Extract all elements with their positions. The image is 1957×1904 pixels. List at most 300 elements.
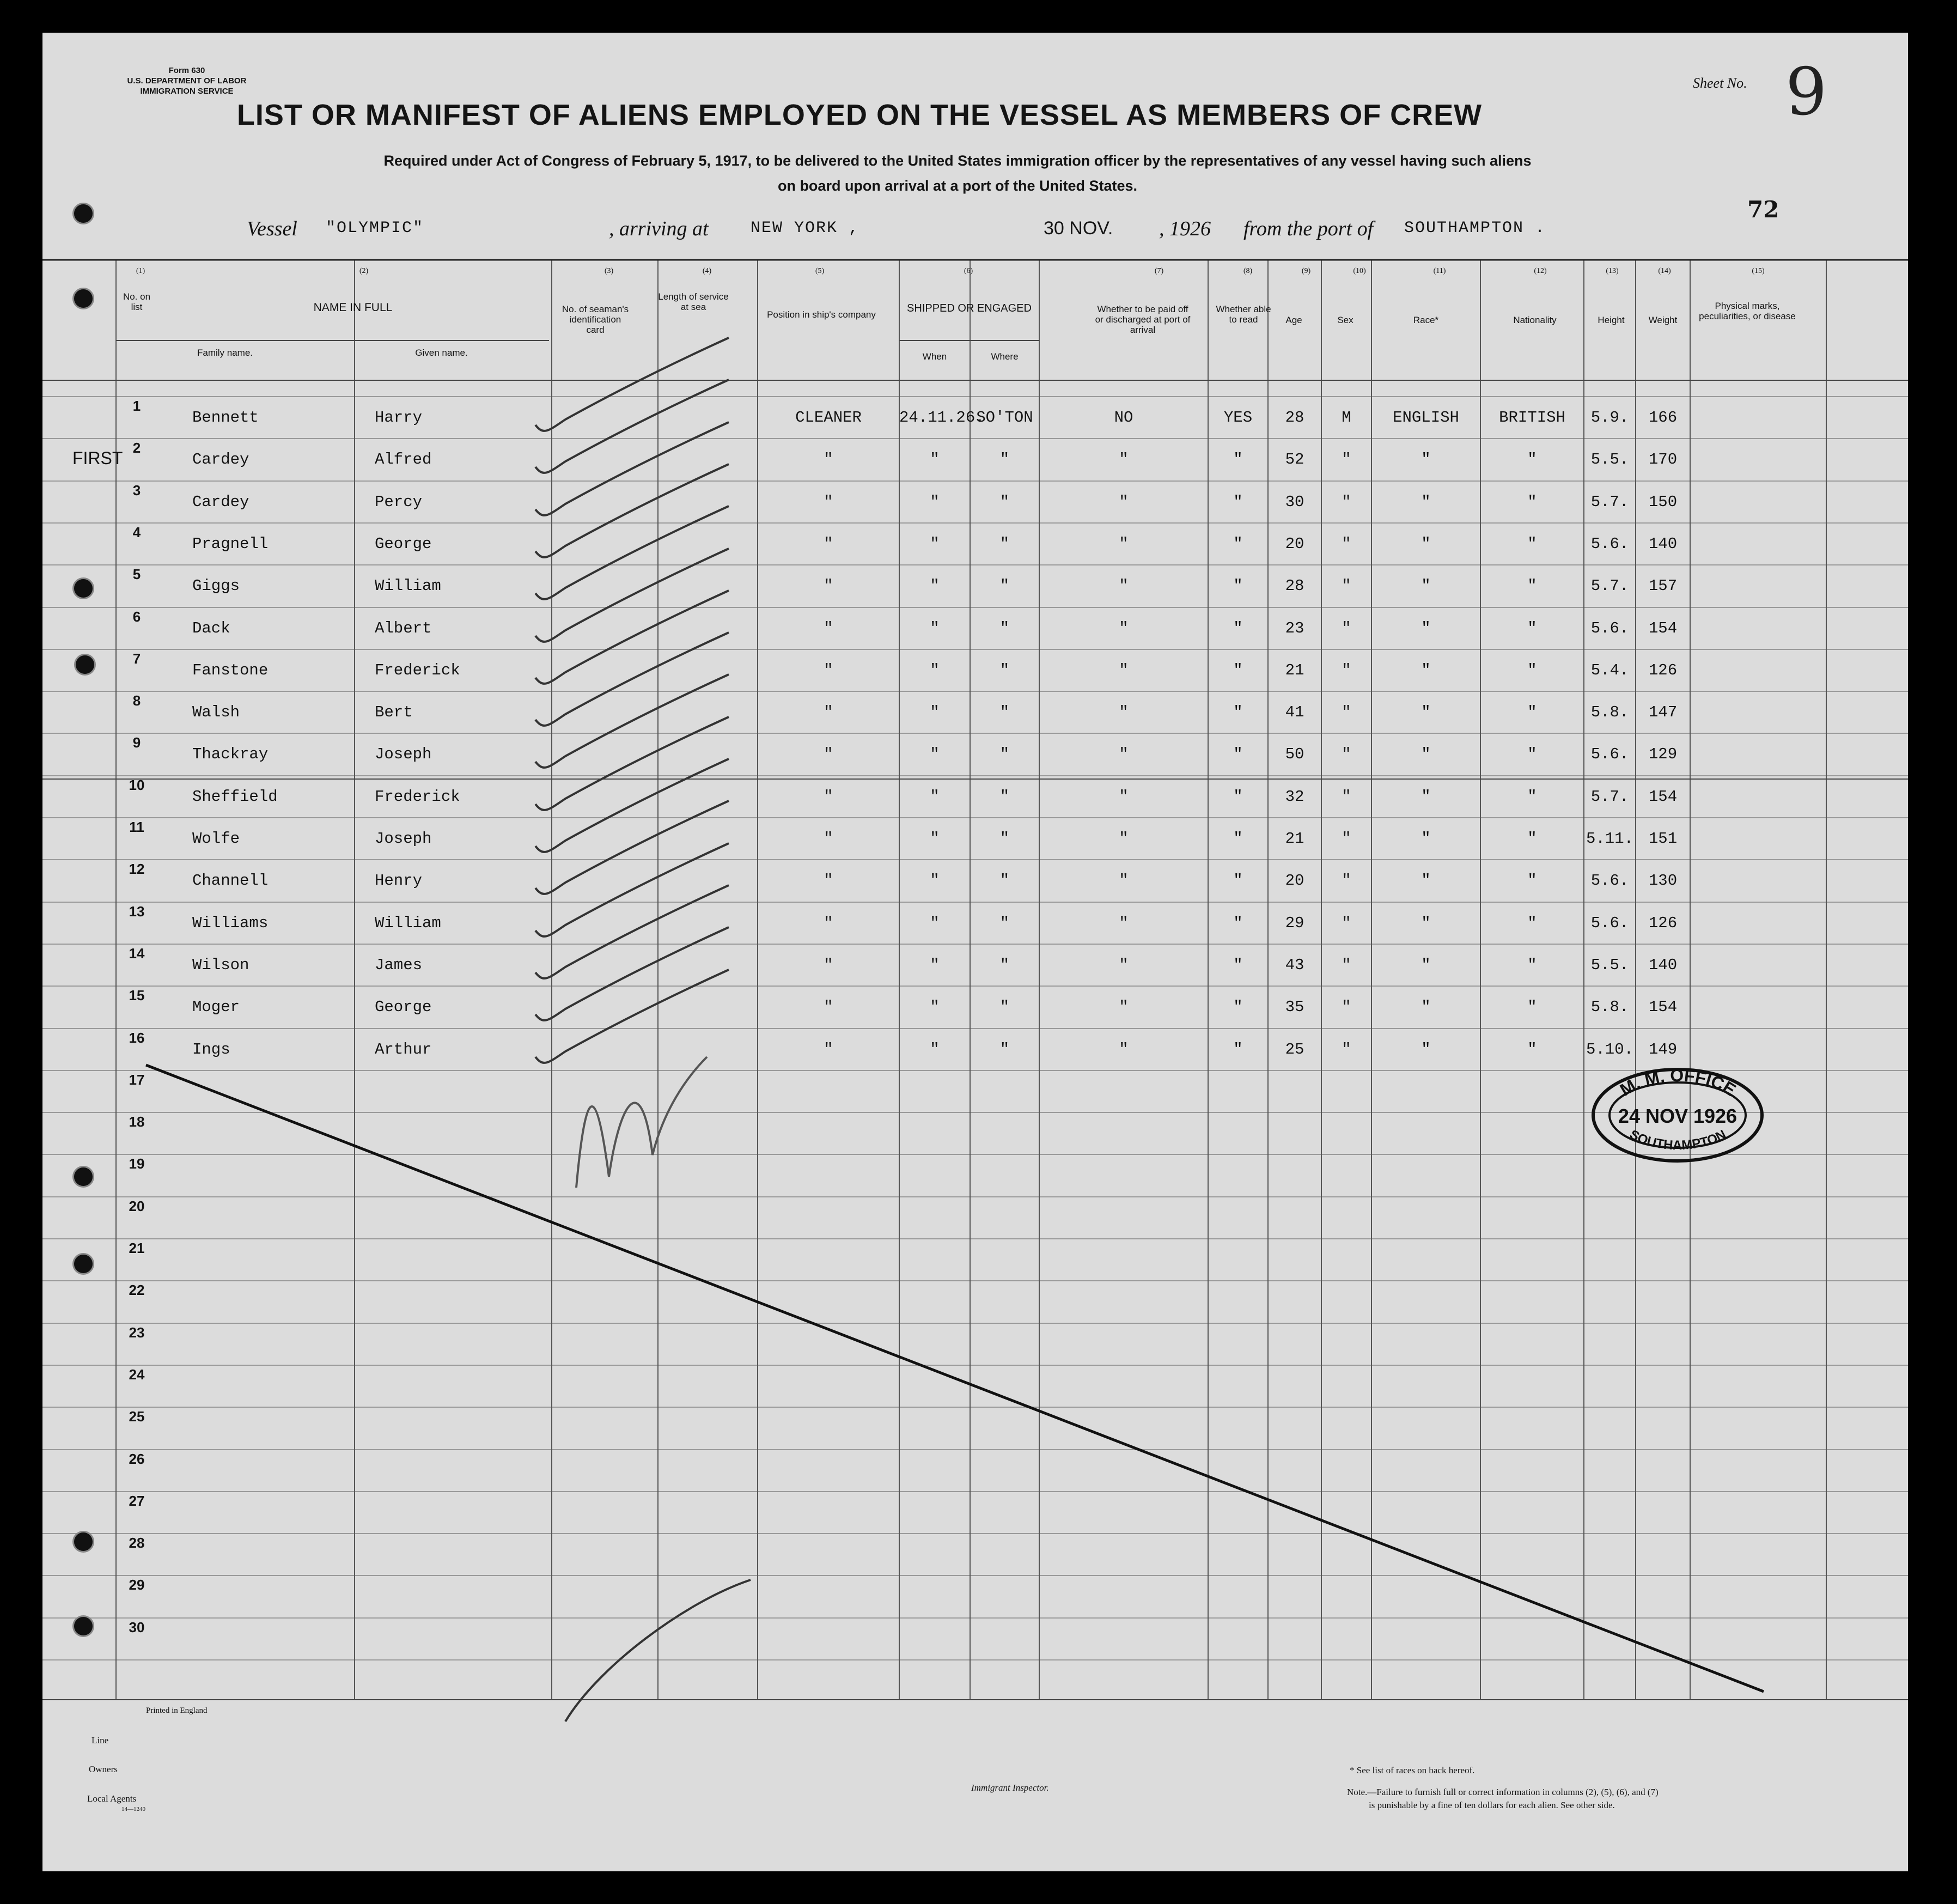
id-check-mark — [535, 422, 729, 515]
family-name: Moger — [192, 998, 240, 1016]
given-name: Alfred — [375, 451, 432, 469]
nationality: " — [1527, 1041, 1537, 1059]
age: 29 — [1285, 914, 1304, 932]
shipped-where: SO'TON — [976, 409, 1033, 427]
family-name: Williams — [192, 914, 269, 932]
shipped-when: " — [930, 914, 940, 932]
age: 28 — [1285, 577, 1304, 595]
row-number: 10 — [129, 777, 145, 793]
able-to-read: " — [1233, 998, 1243, 1016]
binder-hole — [72, 1166, 94, 1188]
sex: " — [1342, 703, 1351, 721]
sex: " — [1342, 830, 1351, 848]
nationality: " — [1527, 493, 1537, 511]
shipped-when: " — [930, 956, 940, 974]
nationality: " — [1527, 703, 1537, 721]
sex: " — [1342, 1041, 1351, 1059]
race: " — [1421, 956, 1431, 974]
shipped-where: " — [999, 661, 1010, 679]
able-to-read: " — [1233, 661, 1243, 679]
height: 5.10. — [1586, 1041, 1633, 1059]
col-age: Age — [1285, 315, 1302, 325]
stamp-bottom-text: SOUTHAMPTON — [1627, 1127, 1729, 1153]
col-where: Where — [991, 351, 1019, 362]
height: 5.5. — [1590, 451, 1629, 469]
position: " — [824, 872, 833, 890]
nationality: BRITISH — [1499, 409, 1565, 427]
position: " — [824, 830, 833, 848]
family-name: Fanstone — [192, 661, 269, 679]
paid-off: " — [1119, 830, 1129, 848]
row-number: 5 — [132, 566, 141, 582]
colnum-2: (2) — [359, 267, 369, 275]
family-name: Pragnell — [192, 535, 269, 553]
row-number: 29 — [129, 1577, 145, 1593]
row-number: 7 — [132, 650, 141, 667]
position: " — [824, 493, 833, 511]
race: " — [1421, 577, 1431, 595]
able-to-read: " — [1233, 1041, 1243, 1059]
colnum-7: (7) — [1154, 267, 1164, 275]
family-name: Ings — [192, 1041, 230, 1059]
weight: 149 — [1648, 1041, 1678, 1059]
given-name: George — [375, 998, 432, 1016]
position: " — [824, 914, 833, 932]
binder-hole — [72, 203, 94, 224]
age: 50 — [1285, 745, 1304, 763]
service: IMMIGRATION SERVICE — [140, 87, 234, 96]
shipped-when: 24.11.26. — [899, 409, 985, 427]
nationality: " — [1527, 914, 1537, 932]
family-name: Cardey — [192, 451, 249, 469]
position: " — [824, 451, 833, 469]
nationality: " — [1527, 577, 1537, 595]
row-number: 25 — [129, 1408, 145, 1425]
able-to-read: " — [1233, 535, 1243, 553]
shipped-where: " — [999, 788, 1010, 806]
row-number: 14 — [129, 945, 145, 962]
printed-in: Printed in England — [146, 1706, 208, 1715]
binder-hole — [72, 1253, 94, 1275]
race: " — [1421, 661, 1431, 679]
paid-off: " — [1119, 451, 1129, 469]
id-check-mark — [535, 674, 729, 768]
col-given-name: Given name. — [415, 348, 468, 358]
sex: " — [1342, 998, 1351, 1016]
height: 5.8. — [1590, 998, 1629, 1016]
weight: 140 — [1648, 956, 1678, 974]
row-number: 2 — [132, 440, 141, 456]
age: 20 — [1285, 535, 1304, 553]
arrival-date: 30 NOV. — [1044, 218, 1113, 239]
colnum-13: (13) — [1606, 267, 1619, 275]
able-to-read: " — [1233, 493, 1243, 511]
id-check-mark — [535, 717, 729, 810]
colnum-10: (10) — [1353, 267, 1366, 275]
colnum-9: (9) — [1301, 267, 1311, 275]
nationality: " — [1527, 788, 1537, 806]
row-number: 1 — [132, 398, 141, 414]
nationality: " — [1527, 619, 1537, 637]
subtitle-line-2: on board upon arrival at a port of the United States. — [777, 178, 1138, 194]
row-number: 26 — [129, 1451, 145, 1467]
able-to-read: " — [1233, 577, 1243, 595]
race: " — [1421, 619, 1431, 637]
age: 20 — [1285, 872, 1304, 890]
col-physical: Physical marks, peculiarities, or disease — [1699, 301, 1796, 321]
paid-off: " — [1119, 788, 1129, 806]
weight: 129 — [1648, 745, 1678, 763]
family-name: Thackray — [192, 745, 269, 763]
weight: 126 — [1648, 914, 1678, 932]
shipped-when: " — [930, 661, 940, 679]
race: " — [1421, 703, 1431, 721]
weight: 126 — [1648, 661, 1678, 679]
position: " — [824, 1041, 833, 1059]
sex: " — [1342, 493, 1351, 511]
age: 21 — [1285, 661, 1304, 679]
colnum-14: (14) — [1658, 267, 1671, 275]
first-class-label: FIRST — [72, 448, 123, 468]
col-length-service: Length of service at sea — [658, 291, 729, 312]
position: " — [824, 956, 833, 974]
position: " — [824, 703, 833, 721]
id-check-mark — [535, 338, 729, 431]
paid-off: " — [1119, 619, 1129, 637]
weight: 170 — [1648, 451, 1678, 469]
col-race: Race* — [1413, 315, 1439, 325]
sex: " — [1342, 788, 1351, 806]
family-name: Dack — [192, 619, 230, 637]
family-name: Walsh — [192, 703, 240, 721]
race: " — [1421, 745, 1431, 763]
given-name: Albert — [375, 619, 432, 637]
shipped-when: " — [930, 1041, 940, 1059]
cancellation-line — [146, 1065, 1764, 1692]
race: ENGLISH — [1393, 409, 1459, 427]
col-sex: Sex — [1337, 315, 1354, 325]
colnum-12: (12) — [1534, 267, 1547, 275]
shipped-where: " — [999, 872, 1010, 890]
sex: M — [1342, 409, 1351, 427]
id-check-mark — [535, 591, 729, 684]
weight: 166 — [1648, 409, 1678, 427]
height: 5.4. — [1590, 661, 1629, 679]
paid-off: " — [1119, 535, 1129, 553]
given-name: William — [375, 577, 441, 595]
weight: 140 — [1648, 535, 1678, 553]
shipped-when: " — [930, 745, 940, 763]
age: 30 — [1285, 493, 1304, 511]
colnum-15: (15) — [1752, 267, 1765, 275]
nationality: " — [1527, 872, 1537, 890]
given-name: Harry — [375, 409, 423, 427]
paid-off: " — [1119, 914, 1129, 932]
nationality: " — [1527, 661, 1537, 679]
row-number: 21 — [129, 1240, 145, 1256]
shipped-where: " — [999, 451, 1010, 469]
shipped-where: " — [999, 577, 1010, 595]
col-seaman-id: No. of seaman's identification card — [562, 304, 629, 335]
shipped-when: " — [930, 703, 940, 721]
id-check-mark — [535, 843, 729, 936]
race: " — [1421, 451, 1431, 469]
row-number: 4 — [132, 524, 141, 540]
shipped-when: " — [930, 998, 940, 1016]
nationality: " — [1527, 830, 1537, 848]
footer-owners-label: Owners — [89, 1764, 118, 1774]
row-number: 28 — [129, 1535, 145, 1551]
able-to-read: " — [1233, 451, 1243, 469]
height: 5.11. — [1586, 830, 1633, 848]
id-check-mark — [535, 927, 729, 1020]
colnum-6: (6) — [964, 267, 973, 275]
family-name: Wolfe — [192, 830, 240, 848]
sheet-number: 9 — [1785, 54, 1827, 130]
shipped-where: " — [999, 998, 1010, 1016]
given-name: Arthur — [375, 1041, 432, 1059]
footer-agents-label: Local Agents — [87, 1793, 137, 1804]
shipped-when: " — [930, 788, 940, 806]
age: 25 — [1285, 1041, 1304, 1059]
race: " — [1421, 493, 1431, 511]
binder-hole — [74, 654, 96, 676]
shipped-where: " — [999, 830, 1010, 848]
given-name: Joseph — [375, 745, 432, 763]
sex: " — [1342, 872, 1351, 890]
given-name: Frederick — [375, 661, 460, 679]
position: " — [824, 998, 833, 1016]
family-name: Wilson — [192, 956, 249, 974]
shipped-where: " — [999, 1041, 1010, 1059]
able-to-read: " — [1233, 788, 1243, 806]
col-nationality: Nationality — [1513, 315, 1557, 325]
row-number: 3 — [132, 482, 141, 498]
shipped-where: " — [999, 956, 1010, 974]
colnum-4: (4) — [702, 267, 712, 275]
sex: " — [1342, 619, 1351, 637]
weight: 151 — [1648, 830, 1678, 848]
age: 32 — [1285, 788, 1304, 806]
height: 5.5. — [1590, 956, 1629, 974]
paid-off: " — [1119, 493, 1129, 511]
height: 5.6. — [1590, 535, 1629, 553]
handwritten-scrawl — [576, 1057, 707, 1188]
shipped-when: " — [930, 451, 940, 469]
manifest-sheet — [42, 33, 1908, 1871]
col-weight: Weight — [1648, 315, 1678, 325]
col-no-on-list: No. on list — [123, 291, 151, 312]
document-title: LIST OR MANIFEST OF ALIENS EMPLOYED ON THE VESSEL AS MEMBERS OF CREW — [236, 99, 1483, 131]
paid-off: " — [1119, 998, 1129, 1016]
nationality: " — [1527, 998, 1537, 1016]
nationality: " — [1527, 745, 1537, 763]
sex: " — [1342, 661, 1351, 679]
given-name: Frederick — [375, 788, 460, 806]
weight: 150 — [1648, 493, 1678, 511]
vessel-label: Vessel — [247, 217, 297, 240]
shipped-where: " — [999, 619, 1010, 637]
stamp-top-text: M. M. OFFICE — [1616, 1065, 1740, 1100]
weight: 157 — [1648, 577, 1678, 595]
able-to-read: " — [1233, 619, 1243, 637]
height: 5.6. — [1590, 872, 1629, 890]
col-paid-off: Whether to be paid off or discharged at port of arrival — [1095, 304, 1191, 335]
row-number: 13 — [129, 903, 145, 920]
sex: " — [1342, 956, 1351, 974]
arriving-label: , arriving at — [609, 217, 709, 240]
row-number: 18 — [129, 1114, 145, 1130]
sex: " — [1342, 451, 1351, 469]
column-numbers — [42, 267, 1908, 278]
row-number: 23 — [129, 1324, 145, 1341]
col-position: Position in ship's company — [767, 309, 876, 320]
row-number: 30 — [129, 1619, 145, 1635]
binder-hole — [72, 577, 94, 599]
height: 5.7. — [1590, 577, 1629, 595]
family-name: Cardey — [192, 493, 249, 511]
height: 5.6. — [1590, 619, 1629, 637]
col-able-read: Whether able to read — [1216, 304, 1271, 325]
sex: " — [1342, 745, 1351, 763]
given-name: Bert — [375, 703, 413, 721]
able-to-read: " — [1233, 872, 1243, 890]
binder-hole — [72, 1531, 94, 1553]
height: 5.6. — [1590, 745, 1629, 763]
id-check-mark — [535, 506, 729, 599]
weight: 147 — [1648, 703, 1678, 721]
fine-note-line-2: is punishable by a fine of ten dollars for each alien. See other side. — [1369, 1800, 1615, 1810]
shipped-where: " — [999, 914, 1010, 932]
shipped-when: " — [930, 577, 940, 595]
position: " — [824, 619, 833, 637]
form-number: Form 630 — [168, 66, 205, 75]
shipped-where: " — [999, 493, 1010, 511]
position: CLEANER — [795, 409, 862, 427]
height: 5.7. — [1590, 788, 1629, 806]
col-name-in-full: NAME IN FULL — [313, 301, 393, 314]
shipped-where: " — [999, 703, 1010, 721]
shipped-where: " — [999, 535, 1010, 553]
id-check-mark — [535, 759, 729, 852]
subtitle-line-1: Required under Act of Congress of February 5, 1917, to be delivered to the United States immigration officer by the representatives of any vessel having such aliens — [383, 153, 1532, 169]
position: " — [824, 788, 833, 806]
family-name: Sheffield — [192, 788, 278, 806]
weight: 154 — [1648, 619, 1678, 637]
age: 23 — [1285, 619, 1304, 637]
able-to-read: " — [1233, 745, 1243, 763]
paid-off: " — [1119, 1041, 1129, 1059]
paid-off: " — [1119, 956, 1129, 974]
page-number: 72 — [1747, 196, 1779, 223]
id-check-mark — [535, 970, 729, 1063]
colnum-8: (8) — [1243, 267, 1253, 275]
able-to-read: " — [1233, 703, 1243, 721]
colnum-3: (3) — [604, 267, 614, 275]
race: " — [1421, 1041, 1431, 1059]
paid-off: " — [1119, 703, 1129, 721]
stamp-date: 24 NOV 1926 — [1618, 1105, 1737, 1127]
from-port-label: from the port of — [1243, 217, 1374, 240]
paid-off: " — [1119, 872, 1129, 890]
immigrant-inspector: Immigrant Inspector. — [971, 1783, 1049, 1793]
row-number: 19 — [129, 1155, 145, 1172]
given-name: George — [375, 535, 432, 553]
row-number: 8 — [132, 692, 141, 709]
footer-code: 14—1240 — [121, 1806, 145, 1812]
given-name: William — [375, 914, 441, 932]
race: " — [1421, 998, 1431, 1016]
age: 28 — [1285, 409, 1304, 427]
row-number: 15 — [129, 987, 145, 1003]
paid-off: NO — [1114, 409, 1133, 427]
col-height: Height — [1598, 315, 1625, 325]
sex: " — [1342, 577, 1351, 595]
row-number: 22 — [129, 1282, 145, 1298]
family-name: Bennett — [192, 409, 259, 427]
position: " — [824, 535, 833, 553]
weight: 154 — [1648, 788, 1678, 806]
id-check-mark — [535, 464, 729, 557]
family-name: Channell — [192, 872, 269, 890]
able-to-read: " — [1233, 956, 1243, 974]
race: " — [1421, 872, 1431, 890]
id-check-mark — [535, 380, 729, 473]
shipped-when: " — [930, 535, 940, 553]
fine-note-line-1: Note.—Failure to furnish full or correct information in columns (2), (5), (6), and (7) — [1347, 1787, 1659, 1797]
row-number: 6 — [132, 609, 141, 625]
age: 43 — [1285, 956, 1304, 974]
row-number: 27 — [129, 1493, 145, 1509]
row-number: 17 — [129, 1072, 145, 1088]
age: 41 — [1285, 703, 1304, 721]
nationality: " — [1527, 451, 1537, 469]
id-check-mark — [535, 885, 729, 978]
colnum-11: (11) — [1433, 267, 1446, 275]
race-note: * See list of races on back hereof. — [1350, 1765, 1475, 1775]
vessel-name: "OLYMPIC" — [326, 219, 424, 238]
arrival-port: NEW YORK , — [751, 219, 860, 238]
shipped-when: " — [930, 619, 940, 637]
position: " — [824, 661, 833, 679]
weight: 130 — [1648, 872, 1678, 890]
able-to-read: " — [1233, 830, 1243, 848]
race: " — [1421, 914, 1431, 932]
arrival-year: , 1926 — [1159, 217, 1211, 240]
age: 35 — [1285, 998, 1304, 1016]
row-number: 11 — [129, 819, 144, 835]
footer-line-label: Line — [92, 1735, 109, 1745]
department: U.S. DEPARTMENT OF LABOR — [127, 76, 247, 86]
age: 52 — [1285, 451, 1304, 469]
office-stamp — [1589, 1065, 1766, 1166]
height: 5.7. — [1590, 493, 1629, 511]
nationality: " — [1527, 535, 1537, 553]
colnum-1: (1) — [136, 267, 145, 275]
weight: 154 — [1648, 998, 1678, 1016]
race: " — [1421, 830, 1431, 848]
sex: " — [1342, 914, 1351, 932]
id-check-mark — [535, 801, 729, 894]
paid-off: " — [1119, 745, 1129, 763]
race: " — [1421, 535, 1431, 553]
row-number: 20 — [129, 1198, 145, 1214]
given-name: Henry — [375, 872, 423, 890]
family-name: Giggs — [192, 577, 240, 595]
colnum-5: (5) — [815, 267, 825, 275]
given-name: James — [375, 956, 423, 974]
position: " — [824, 745, 833, 763]
